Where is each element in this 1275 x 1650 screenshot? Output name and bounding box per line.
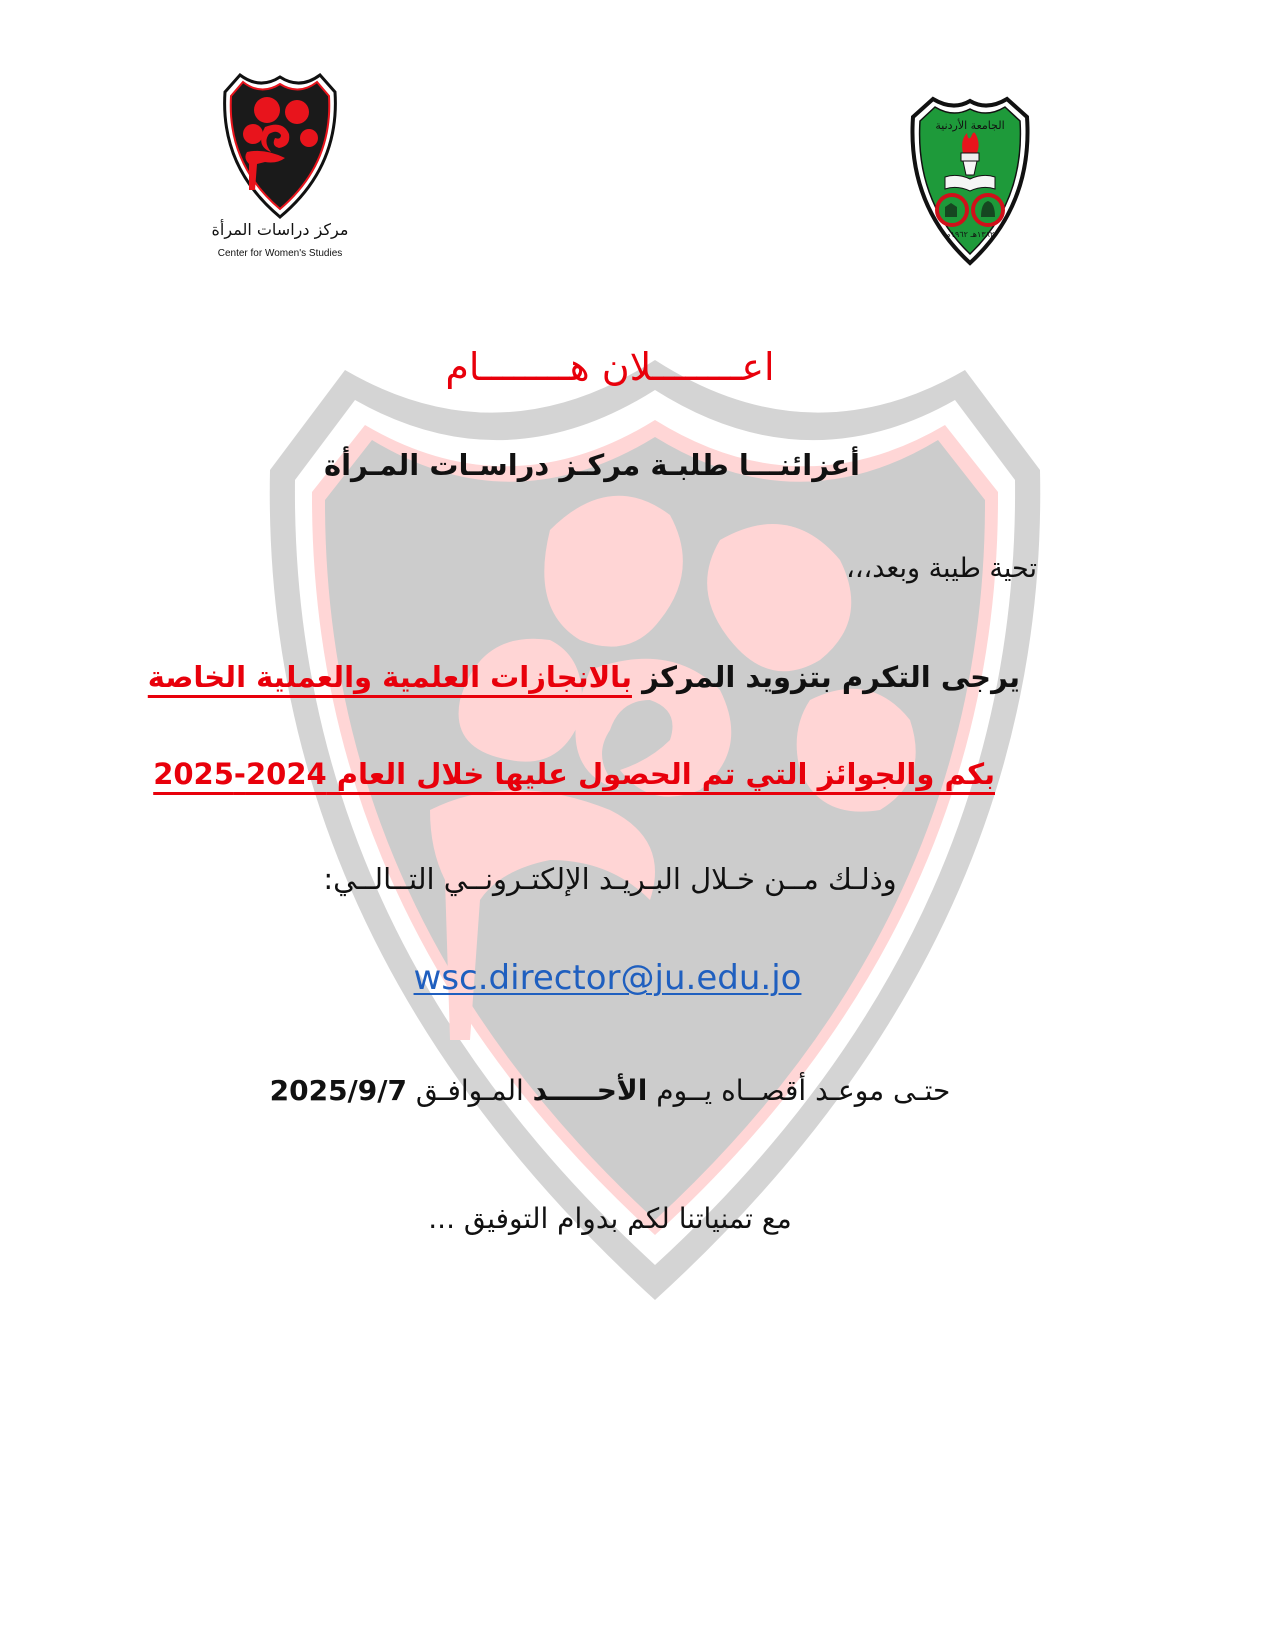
deadline-prefix: حتـى موعـد أقصــاه يــوم: [647, 1074, 951, 1107]
university-founding-year: ١٣٨٢هـ ١٩٦٢م: [945, 230, 995, 239]
deadline-mid: المـوافـق: [406, 1074, 533, 1107]
request-line-1: [148, 660, 1020, 694]
salutation-line: تحية طيبة وبعد،،،: [846, 553, 1037, 584]
deadline-line: [240, 1074, 980, 1107]
deadline-day: الأحـــــد: [532, 1074, 648, 1107]
request-prefix: يرجى التكرم بتزويد المركز: [631, 660, 1020, 694]
request-highlight: بالانجازات العلمية والعملية الخاصة: [147, 660, 632, 694]
addressee-line: أعزائنـــا طلبـة مركـز دراسـات المـرأة: [323, 448, 860, 482]
email-line: [410, 958, 805, 998]
via-email-line: وذلـك مــن خـلال البـريـد الإلكتـرونــي التــالــي:: [323, 862, 897, 896]
announcement-title: اعــــــــلان هــــــــام: [445, 345, 775, 389]
closing-line: مع تمنياتنا لكم بدوام التوفيق ...: [428, 1202, 792, 1235]
women-studies-arabic-name: مركز دراسات المرأة: [211, 220, 349, 239]
request-line-2: بكم والجوائز التي تم الحصول عليها خلال العام 2024-2025: [153, 757, 995, 791]
university-arabic-name: الجامعة الأردنية: [935, 119, 1005, 132]
women-studies-english-name: Center for Women's Studies: [217, 248, 343, 259]
email-link[interactable]: wsc.director@ju.edu.jo: [413, 958, 802, 998]
deadline-date: 2025/9/7: [269, 1074, 407, 1107]
